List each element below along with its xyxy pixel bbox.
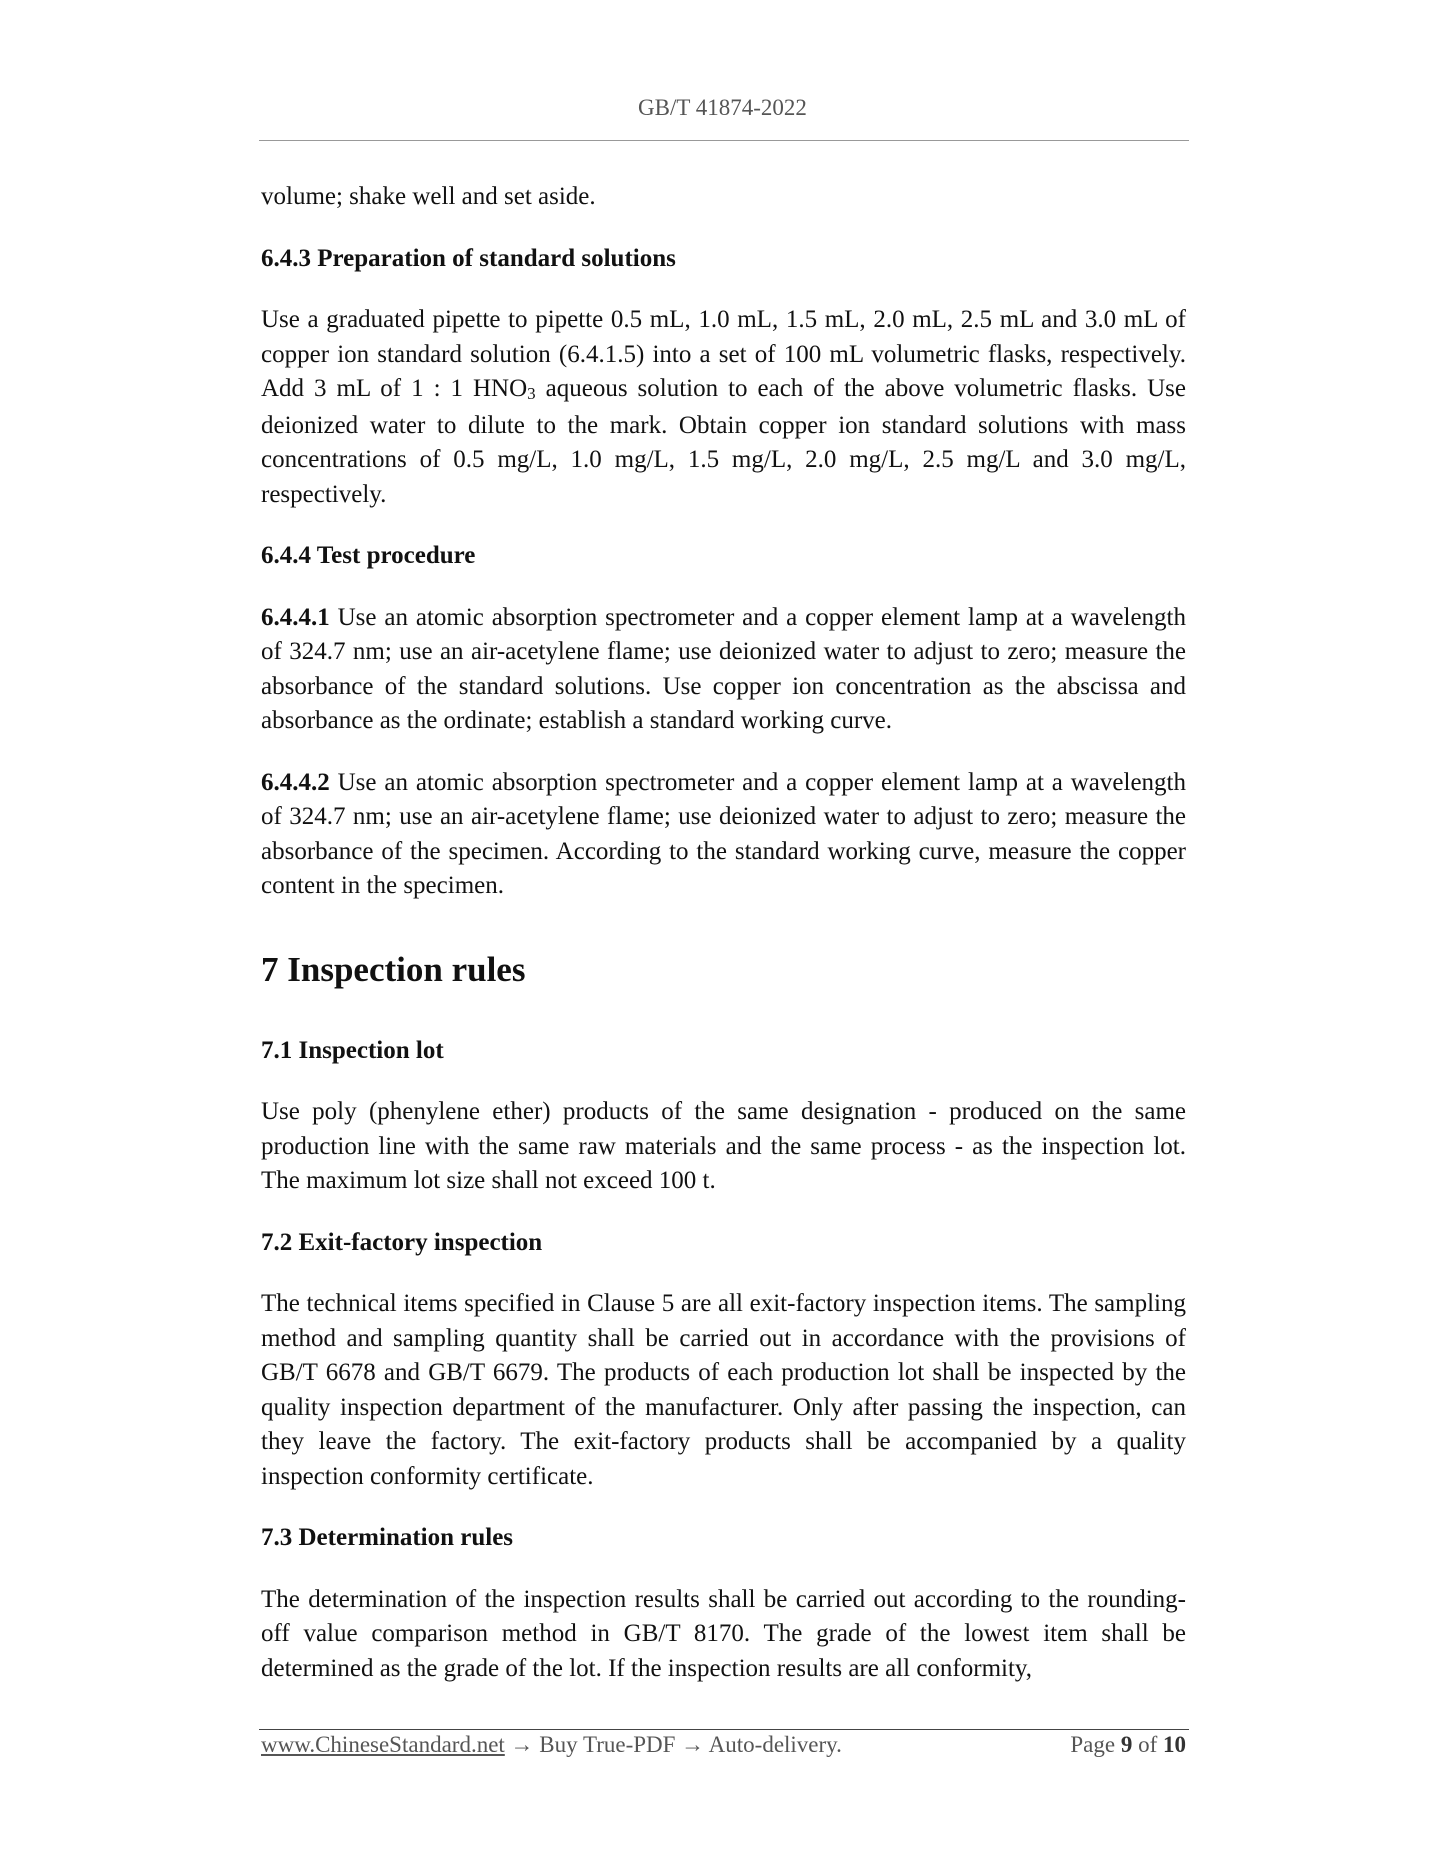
footer-divider [259, 1729, 1189, 1730]
site-link[interactable]: www.ChineseStandard.net [261, 1732, 505, 1757]
footer-left [261, 1732, 842, 1758]
paragraph-6-4-4-1 [261, 601, 1186, 739]
paragraph-6-4-4-2-text: Use an atomic absorption spectrometer and a copper element lamp at a wavelength of 324.7 nm; use an air-acetylene flame; use deionized water to adjust to zero; measure the absorbance of the specimen. According to the standard working curve, measure the copper content in the specimen. [261, 768, 1186, 899]
heading-7-3: 7.3 Determination rules [261, 1524, 514, 1551]
paragraph-continued: volume; shake well and set aside. [261, 183, 596, 210]
header-divider [259, 140, 1189, 141]
paragraph-7-3: The determination of the inspection results shall be carried out according to the rounding-off value comparison method in GB/T 8170. The grade of the lowest item shall be determined as the grade of the lot. If the inspection results are all conformity, [261, 1585, 1186, 1682]
paragraph-6-4-3-part-a: Use a graduated pipette to pipette 0.5 mL, 1.0 mL, 1.5 mL, 2.0 mL, 2.5 mL and 3.0 mL of copper ion standard solution (6.4.1.5) into a set of 100 mL volumetric flasks, respectively. Add 3 mL of 1 : 1 HNO [261, 306, 1186, 402]
heading-6-4-4: 6.4.4 Test procedure [261, 542, 476, 569]
clause-number-6-4-4-2: 6.4.4.2 [261, 768, 330, 796]
paragraph-6-4-4-2 [261, 766, 1186, 904]
subscript-3: 3 [527, 384, 536, 403]
total-pages: 10 [1163, 1732, 1186, 1757]
heading-7: 7 Inspection rules [261, 949, 526, 989]
heading-7-2: 7.2 Exit-factory inspection [261, 1228, 543, 1256]
page-label: Page [1070, 1732, 1116, 1757]
clause-number-6-4-4-1: 6.4.4.1 [261, 603, 330, 631]
paragraph-7-1: Use poly (phenylene ether) products of the same designation - produced on the same production line with the same raw materials and the same process - as the inspection lot. The maximum lot size shall not exceed 100 t. [261, 1098, 1186, 1194]
of-label: of [1138, 1732, 1158, 1757]
paragraph-6-4-3 [261, 303, 1186, 512]
footer-tagline: → Buy True-PDF → Auto-delivery. [504, 1732, 842, 1757]
page-number [1070, 1732, 1186, 1758]
page-footer [261, 1732, 1186, 1766]
paragraph-6-4-3-part-b: aqueous solution to each of the above volumetric flasks. Use deionized water to dilute to the mark. Obtain copper ion standard solutions with mass concentrations of 0.5 mg/L, 1.0 mg/L, 1.5 mg/L, 2.0 mg/L, 2.5 mg/L and 3.0 mg/L, respectively. [261, 375, 1187, 508]
running-header: GB/T 41874-2022 [638, 95, 807, 120]
heading-7-1: 7.1 Inspection lot [261, 1036, 444, 1064]
current-page: 9 [1120, 1732, 1133, 1757]
heading-6-4-3: 6.4.3 Preparation of standard solutions [261, 244, 676, 272]
page-body [261, 180, 1186, 1686]
paragraph-6-4-4-1-text: Use an atomic absorption spectrometer and a copper element lamp at a wavelength of 324.7 nm; use an air-acetylene flame; use deionized water to adjust to zero; measure the absorbance of the standard solutions. Use copper ion concentration as the abscissa and absorbance as the ordinate; establish a standard working curve. [261, 603, 1186, 734]
paragraph-7-2: The technical items specified in Clause 5 are all exit-factory inspection items. The sampling method and sampling quantity shall be carried out in accordance with the provisions of GB/T 6678 and GB/T 6679. The products of each production lot shall be inspected by the quality inspection department of the manufacturer. Only after passing the inspection, can they leave the factory. The exit-factory products shall be accompanied by a quality inspection conformity certificate. [261, 1290, 1186, 1490]
